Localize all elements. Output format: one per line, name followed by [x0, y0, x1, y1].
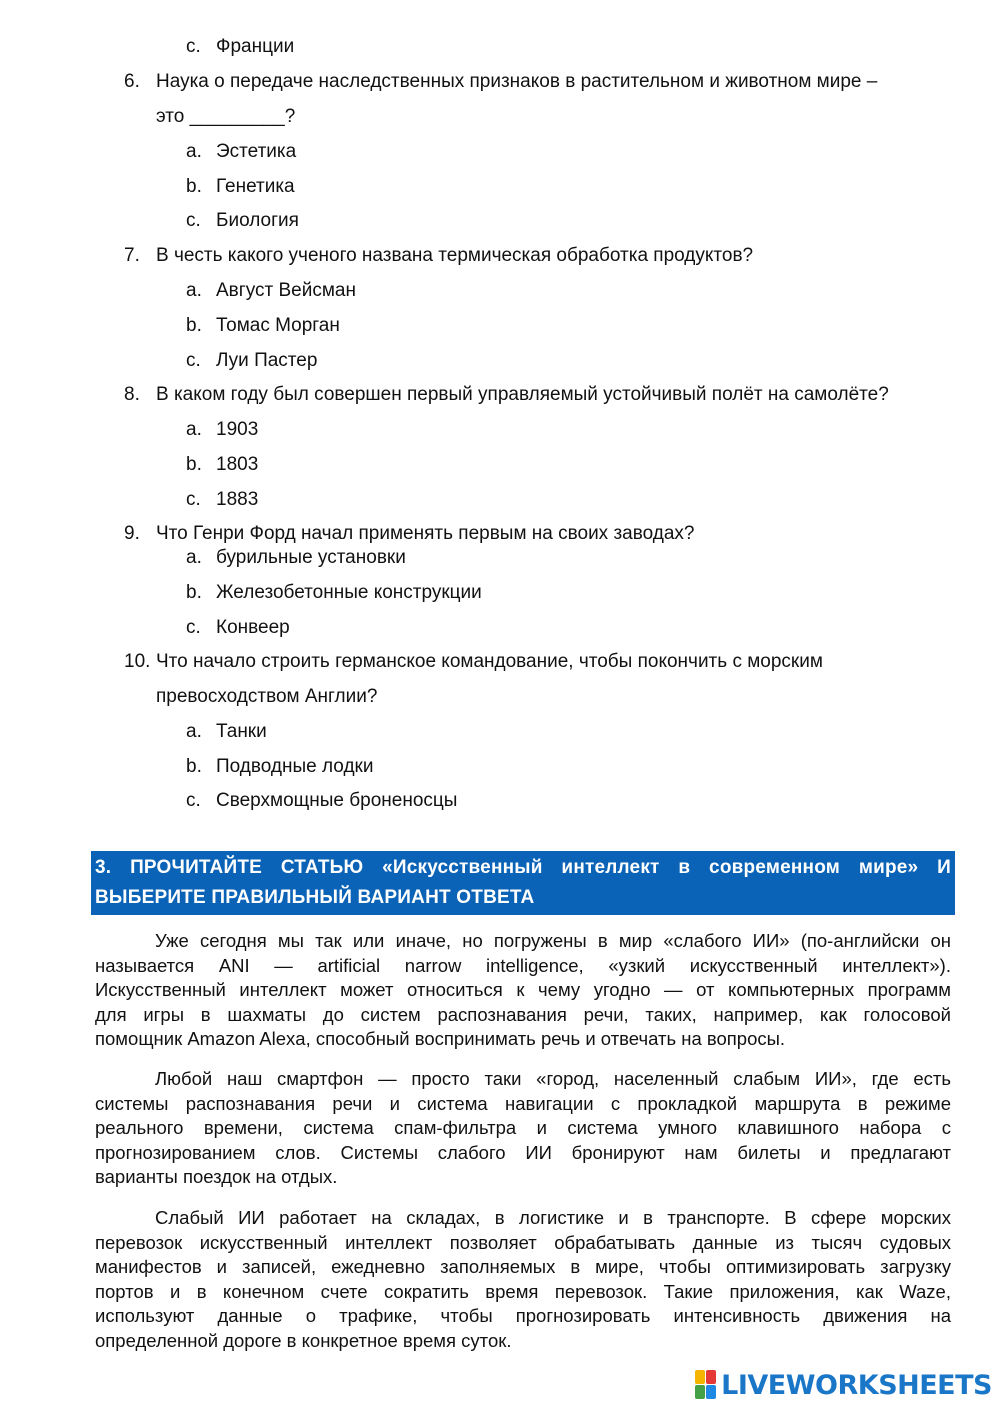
- q7-option-b-label: b.: [186, 315, 202, 336]
- paragraph-2-line: варианты поездок на отдых.: [95, 1166, 338, 1187]
- q6-option-a-text: Эстетика: [216, 141, 297, 162]
- q6-option-b-label: b.: [186, 176, 202, 197]
- article-paragraph-2: [95, 1067, 951, 1190]
- question-6-text-line2: это _________?: [156, 106, 296, 127]
- paragraph-3-line: портов и в конечном счете сократить время перевозок. Такие приложения, как Waze,: [95, 1280, 951, 1302]
- paragraph-3-line: перевозок искусственный интеллект позволяет обрабатывать данные из тысяч судовых: [95, 1231, 951, 1253]
- paragraph-2-line: системы распознавания речи и система навигации с прокладкой маршрута в режиме: [95, 1092, 951, 1114]
- q6-option-a-label: a.: [186, 141, 202, 162]
- q9-option-b-text: Железобетонные конструкции: [216, 582, 482, 603]
- liveworksheets-logo-text: LIVEWORKSHEETS: [721, 1369, 992, 1401]
- q10-option-b-label: b.: [186, 756, 202, 777]
- question-10-number: 10.: [124, 651, 151, 672]
- paragraph-1-line: помощник Amazon Alexa, способный воспринимать речь и отвечать на вопросы.: [95, 1028, 786, 1049]
- article-paragraph-3: [95, 1206, 951, 1353]
- q10-option-b-text: Подводные лодки: [216, 756, 374, 777]
- section-3-header-line2: ВЫБЕРИТЕ ПРАВИЛЬНЫЙ ВАРИАНТ ОТВЕТА: [95, 887, 535, 908]
- q7-option-c-label: c.: [186, 350, 201, 371]
- paragraph-3-line: манифестов и записей, ежедневно заполняемых в мире, чтобы оптимизировать загрузку: [95, 1256, 951, 1277]
- liveworksheets-logo-icon: [695, 1370, 717, 1400]
- q9-option-a-label: a.: [186, 547, 202, 568]
- question-9-text: Что Генри Форд начал применять первым на своих заводах?: [156, 523, 695, 544]
- q8-option-c-text: 1883: [216, 489, 259, 510]
- q7-option-c-text: Луи Пастер: [216, 350, 318, 371]
- article-paragraph-1: [95, 929, 951, 1052]
- question-9-number: 9.: [124, 523, 140, 544]
- question-7-number: 7.: [124, 245, 140, 266]
- q10-option-c-label: c.: [186, 790, 201, 811]
- section-3-header: [91, 851, 955, 915]
- q7-option-b-text: Томас Морган: [216, 315, 340, 336]
- question-8-text: В каком году был совершен первый управляемый устойчивый полёт на самолёте?: [156, 384, 889, 405]
- paragraph-3-line: используют данные о трафике, чтобы прогнозировать интенсивность движения на: [95, 1305, 951, 1326]
- q9-option-c-text: Конвеер: [216, 617, 290, 638]
- paragraph-3-line: Слабый ИИ работает на складах, в логистике и в транспорте. В сфере морских: [155, 1207, 951, 1228]
- paragraph-2-line: Любой наш смартфон — просто таки «город, населенный слабым ИИ», где есть: [155, 1068, 951, 1089]
- q10-option-a-text: Танки: [216, 721, 267, 742]
- question-6-number: 6.: [124, 71, 140, 92]
- section-3-header-line1: 3. ПРОЧИТАЙТЕ СТАТЬЮ «Искусственный интеллект в современном мире» И: [95, 857, 951, 878]
- question-10-text-line1: Что начало строить германское командование, чтобы покончить с морским: [156, 651, 823, 672]
- q9-option-b-label: b.: [186, 582, 202, 603]
- q6-option-b-text: Генетика: [216, 176, 295, 197]
- question-10-text-line2: превосходством Англии?: [156, 686, 378, 707]
- q8-option-b-label: b.: [186, 454, 202, 475]
- q7-option-a-text: Август Вейсман: [216, 280, 356, 301]
- q6-option-c-text: Биология: [216, 210, 299, 231]
- q10-option-c-text: Сверхмощные броненосцы: [216, 790, 458, 811]
- liveworksheets-logo[interactable]: [695, 1367, 992, 1403]
- question-6-text-line1: Наука о передаче наследственных признаков в растительном и животном мире –: [156, 71, 878, 92]
- paragraph-2-line: прогнозированием слов. Системы слабого ИИ бронируют нам билеты и предлагают: [95, 1141, 951, 1163]
- paragraph-1-line: для игры в шахматы до систем распознавания речи, таких, например, как голосовой: [95, 1003, 951, 1025]
- paragraph-2-line: реального времени, система спам-фильтра и система умного клавишного набора с: [95, 1117, 951, 1138]
- paragraph-3-line: определенной дороге в конкретное время суток.: [95, 1329, 512, 1351]
- q8-option-b-text: 1803: [216, 454, 259, 475]
- q5-option-c-label: c.: [186, 36, 201, 57]
- q9-option-a-text: бурильные установки: [216, 547, 406, 568]
- paragraph-1-line: Уже сегодня мы так или иначе, но погружены в мир «слабого ИИ» (по-английски он: [155, 930, 951, 951]
- question-8-number: 8.: [124, 384, 140, 405]
- paragraph-1-line: Искусственный интеллект может относиться к чему угодно — от компьютерных программ: [95, 979, 951, 1000]
- q6-option-c-label: c.: [186, 210, 201, 231]
- q7-option-a-label: a.: [186, 280, 202, 301]
- q5-option-c-text: Франции: [216, 36, 295, 57]
- q10-option-a-label: a.: [186, 721, 202, 742]
- q8-option-a-label: a.: [186, 419, 202, 440]
- paragraph-1-line: называется ANI — artificial narrow intelligence, «узкий искусственный интеллект»).: [95, 954, 951, 976]
- q9-option-c-label: c.: [186, 617, 201, 638]
- question-7-text: В честь какого ученого названа термическая обработка продуктов?: [156, 245, 754, 266]
- q8-option-c-label: c.: [186, 489, 201, 510]
- q8-option-a-text: 1903: [216, 419, 259, 440]
